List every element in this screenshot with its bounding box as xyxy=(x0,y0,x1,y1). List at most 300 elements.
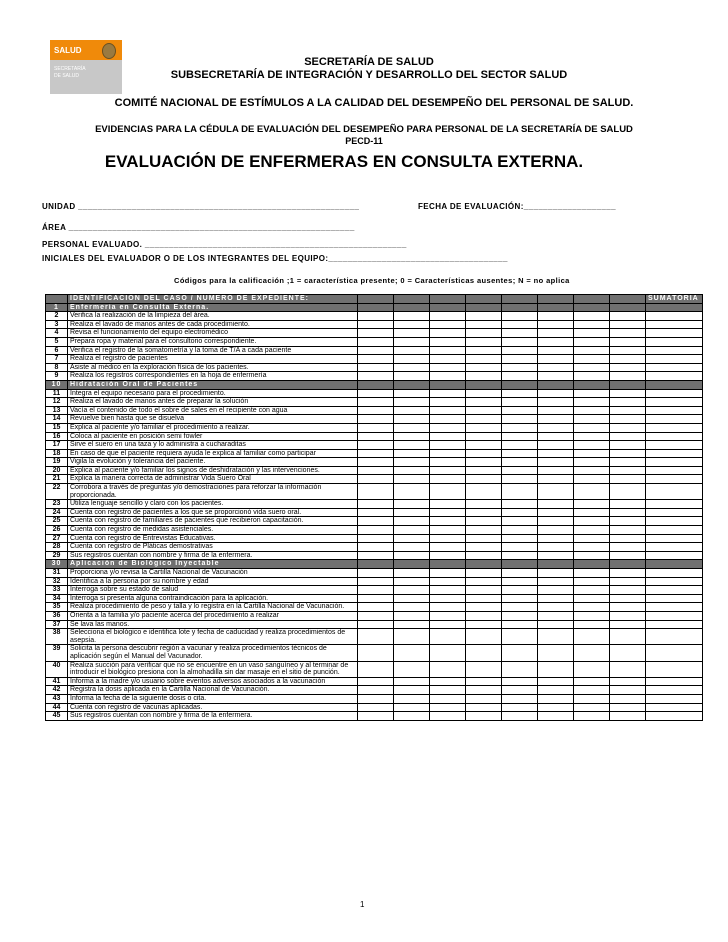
sumatoria-cell[interactable] xyxy=(646,398,703,407)
score-cell[interactable] xyxy=(466,543,502,552)
score-cell[interactable] xyxy=(502,484,538,500)
score-cell[interactable] xyxy=(574,543,610,552)
score-cell[interactable] xyxy=(538,569,574,578)
score-cell[interactable] xyxy=(574,432,610,441)
score-cell[interactable] xyxy=(394,694,430,703)
score-cell[interactable] xyxy=(610,534,646,543)
score-cell[interactable] xyxy=(466,432,502,441)
score-cell[interactable] xyxy=(394,543,430,552)
score-cell[interactable] xyxy=(502,372,538,381)
score-cell[interactable] xyxy=(358,517,394,526)
score-cell[interactable] xyxy=(358,432,394,441)
score-cell[interactable] xyxy=(610,620,646,629)
sumatoria-cell[interactable] xyxy=(646,560,703,569)
score-cell[interactable] xyxy=(502,645,538,661)
case-cell[interactable] xyxy=(358,295,394,304)
score-cell[interactable] xyxy=(358,577,394,586)
score-cell[interactable] xyxy=(538,686,574,695)
score-cell[interactable] xyxy=(394,526,430,535)
score-cell[interactable] xyxy=(466,661,502,677)
sumatoria-cell[interactable] xyxy=(646,303,703,312)
score-cell[interactable] xyxy=(394,449,430,458)
score-cell[interactable] xyxy=(466,312,502,321)
score-cell[interactable] xyxy=(502,312,538,321)
score-cell[interactable] xyxy=(538,406,574,415)
sumatoria-cell[interactable] xyxy=(646,694,703,703)
sumatoria-cell[interactable] xyxy=(646,543,703,552)
unidad-field[interactable]: UNIDAD __________________________________________________________ xyxy=(42,202,360,211)
score-cell[interactable] xyxy=(358,526,394,535)
score-cell[interactable] xyxy=(502,355,538,364)
score-cell[interactable] xyxy=(502,629,538,645)
score-cell[interactable] xyxy=(394,398,430,407)
score-cell[interactable] xyxy=(538,475,574,484)
score-cell[interactable] xyxy=(574,372,610,381)
score-cell[interactable] xyxy=(394,303,430,312)
score-cell[interactable] xyxy=(466,694,502,703)
sumatoria-cell[interactable] xyxy=(646,551,703,560)
score-cell[interactable] xyxy=(394,586,430,595)
score-cell[interactable] xyxy=(538,712,574,721)
score-cell[interactable] xyxy=(502,611,538,620)
score-cell[interactable] xyxy=(466,389,502,398)
score-cell[interactable] xyxy=(394,329,430,338)
score-cell[interactable] xyxy=(502,586,538,595)
score-cell[interactable] xyxy=(610,398,646,407)
score-cell[interactable] xyxy=(502,560,538,569)
score-cell[interactable] xyxy=(394,551,430,560)
sumatoria-cell[interactable] xyxy=(646,712,703,721)
score-cell[interactable] xyxy=(430,355,466,364)
score-cell[interactable] xyxy=(610,586,646,595)
score-cell[interactable] xyxy=(358,466,394,475)
score-cell[interactable] xyxy=(466,603,502,612)
score-cell[interactable] xyxy=(430,320,466,329)
score-cell[interactable] xyxy=(394,603,430,612)
score-cell[interactable] xyxy=(466,500,502,509)
sumatoria-cell[interactable] xyxy=(646,703,703,712)
score-cell[interactable] xyxy=(394,380,430,389)
score-cell[interactable] xyxy=(358,534,394,543)
score-cell[interactable] xyxy=(358,661,394,677)
iniciales-field[interactable]: INICIALES DEL EVALUADOR O DE LOS INTEGRANTES DEL EQUIPO:_____________________________________ xyxy=(42,254,508,263)
score-cell[interactable] xyxy=(574,517,610,526)
score-cell[interactable] xyxy=(538,677,574,686)
score-cell[interactable] xyxy=(538,694,574,703)
score-cell[interactable] xyxy=(502,406,538,415)
score-cell[interactable] xyxy=(538,303,574,312)
score-cell[interactable] xyxy=(466,703,502,712)
case-cell[interactable] xyxy=(430,295,466,304)
score-cell[interactable] xyxy=(394,645,430,661)
score-cell[interactable] xyxy=(538,526,574,535)
score-cell[interactable] xyxy=(358,320,394,329)
score-cell[interactable] xyxy=(466,406,502,415)
score-cell[interactable] xyxy=(502,577,538,586)
score-cell[interactable] xyxy=(466,534,502,543)
score-cell[interactable] xyxy=(430,406,466,415)
score-cell[interactable] xyxy=(574,312,610,321)
score-cell[interactable] xyxy=(466,620,502,629)
score-cell[interactable] xyxy=(358,458,394,467)
score-cell[interactable] xyxy=(502,303,538,312)
score-cell[interactable] xyxy=(358,329,394,338)
score-cell[interactable] xyxy=(430,569,466,578)
score-cell[interactable] xyxy=(394,560,430,569)
score-cell[interactable] xyxy=(574,661,610,677)
score-cell[interactable] xyxy=(538,611,574,620)
score-cell[interactable] xyxy=(466,594,502,603)
score-cell[interactable] xyxy=(430,389,466,398)
score-cell[interactable] xyxy=(538,320,574,329)
score-cell[interactable] xyxy=(538,620,574,629)
score-cell[interactable] xyxy=(610,677,646,686)
sumatoria-cell[interactable] xyxy=(646,517,703,526)
score-cell[interactable] xyxy=(394,712,430,721)
score-cell[interactable] xyxy=(610,303,646,312)
score-cell[interactable] xyxy=(358,712,394,721)
score-cell[interactable] xyxy=(574,320,610,329)
score-cell[interactable] xyxy=(466,355,502,364)
score-cell[interactable] xyxy=(502,363,538,372)
score-cell[interactable] xyxy=(610,458,646,467)
score-cell[interactable] xyxy=(502,380,538,389)
score-cell[interactable] xyxy=(466,320,502,329)
sumatoria-cell[interactable] xyxy=(646,389,703,398)
score-cell[interactable] xyxy=(430,534,466,543)
score-cell[interactable] xyxy=(430,603,466,612)
score-cell[interactable] xyxy=(430,329,466,338)
score-cell[interactable] xyxy=(574,526,610,535)
score-cell[interactable] xyxy=(502,526,538,535)
score-cell[interactable] xyxy=(358,508,394,517)
personal-field[interactable]: PERSONAL EVALUADO. ______________________________________________________ xyxy=(42,240,407,249)
score-cell[interactable] xyxy=(430,449,466,458)
score-cell[interactable] xyxy=(502,677,538,686)
score-cell[interactable] xyxy=(358,694,394,703)
score-cell[interactable] xyxy=(430,517,466,526)
sumatoria-cell[interactable] xyxy=(646,645,703,661)
sumatoria-cell[interactable] xyxy=(646,363,703,372)
score-cell[interactable] xyxy=(574,346,610,355)
sumatoria-cell[interactable] xyxy=(646,534,703,543)
sumatoria-cell[interactable] xyxy=(646,432,703,441)
score-cell[interactable] xyxy=(466,449,502,458)
score-cell[interactable] xyxy=(538,594,574,603)
score-cell[interactable] xyxy=(430,432,466,441)
score-cell[interactable] xyxy=(502,500,538,509)
score-cell[interactable] xyxy=(358,645,394,661)
sumatoria-cell[interactable] xyxy=(646,594,703,603)
score-cell[interactable] xyxy=(394,534,430,543)
score-cell[interactable] xyxy=(538,363,574,372)
score-cell[interactable] xyxy=(610,432,646,441)
score-cell[interactable] xyxy=(466,303,502,312)
score-cell[interactable] xyxy=(610,484,646,500)
score-cell[interactable] xyxy=(430,620,466,629)
sumatoria-cell[interactable] xyxy=(646,337,703,346)
score-cell[interactable] xyxy=(466,611,502,620)
score-cell[interactable] xyxy=(358,484,394,500)
score-cell[interactable] xyxy=(358,303,394,312)
score-cell[interactable] xyxy=(394,337,430,346)
score-cell[interactable] xyxy=(502,569,538,578)
score-cell[interactable] xyxy=(538,560,574,569)
score-cell[interactable] xyxy=(466,380,502,389)
score-cell[interactable] xyxy=(574,484,610,500)
score-cell[interactable] xyxy=(466,686,502,695)
score-cell[interactable] xyxy=(610,526,646,535)
score-cell[interactable] xyxy=(502,534,538,543)
score-cell[interactable] xyxy=(430,686,466,695)
score-cell[interactable] xyxy=(430,363,466,372)
score-cell[interactable] xyxy=(430,346,466,355)
score-cell[interactable] xyxy=(394,484,430,500)
score-cell[interactable] xyxy=(358,551,394,560)
score-cell[interactable] xyxy=(430,466,466,475)
score-cell[interactable] xyxy=(574,363,610,372)
score-cell[interactable] xyxy=(538,603,574,612)
score-cell[interactable] xyxy=(610,712,646,721)
score-cell[interactable] xyxy=(430,380,466,389)
score-cell[interactable] xyxy=(358,449,394,458)
sumatoria-cell[interactable] xyxy=(646,449,703,458)
score-cell[interactable] xyxy=(538,458,574,467)
score-cell[interactable] xyxy=(574,398,610,407)
score-cell[interactable] xyxy=(394,677,430,686)
sumatoria-cell[interactable] xyxy=(646,577,703,586)
score-cell[interactable] xyxy=(394,389,430,398)
score-cell[interactable] xyxy=(502,712,538,721)
score-cell[interactable] xyxy=(430,629,466,645)
score-cell[interactable] xyxy=(466,577,502,586)
score-cell[interactable] xyxy=(610,508,646,517)
score-cell[interactable] xyxy=(538,577,574,586)
score-cell[interactable] xyxy=(358,355,394,364)
sumatoria-cell[interactable] xyxy=(646,372,703,381)
score-cell[interactable] xyxy=(610,363,646,372)
sumatoria-cell[interactable] xyxy=(646,569,703,578)
score-cell[interactable] xyxy=(610,629,646,645)
score-cell[interactable] xyxy=(394,432,430,441)
score-cell[interactable] xyxy=(430,694,466,703)
score-cell[interactable] xyxy=(394,312,430,321)
score-cell[interactable] xyxy=(574,508,610,517)
score-cell[interactable] xyxy=(574,551,610,560)
score-cell[interactable] xyxy=(358,372,394,381)
score-cell[interactable] xyxy=(538,423,574,432)
sumatoria-cell[interactable] xyxy=(646,380,703,389)
score-cell[interactable] xyxy=(466,337,502,346)
score-cell[interactable] xyxy=(466,329,502,338)
score-cell[interactable] xyxy=(538,500,574,509)
score-cell[interactable] xyxy=(610,577,646,586)
score-cell[interactable] xyxy=(502,423,538,432)
score-cell[interactable] xyxy=(358,475,394,484)
score-cell[interactable] xyxy=(610,329,646,338)
score-cell[interactable] xyxy=(358,337,394,346)
sumatoria-cell[interactable] xyxy=(646,526,703,535)
score-cell[interactable] xyxy=(502,694,538,703)
score-cell[interactable] xyxy=(610,500,646,509)
sumatoria-cell[interactable] xyxy=(646,603,703,612)
score-cell[interactable] xyxy=(610,312,646,321)
score-cell[interactable] xyxy=(466,363,502,372)
score-cell[interactable] xyxy=(502,389,538,398)
score-cell[interactable] xyxy=(538,586,574,595)
score-cell[interactable] xyxy=(610,517,646,526)
sumatoria-cell[interactable] xyxy=(646,466,703,475)
score-cell[interactable] xyxy=(610,380,646,389)
score-cell[interactable] xyxy=(394,577,430,586)
score-cell[interactable] xyxy=(466,508,502,517)
score-cell[interactable] xyxy=(502,508,538,517)
score-cell[interactable] xyxy=(574,466,610,475)
score-cell[interactable] xyxy=(466,526,502,535)
score-cell[interactable] xyxy=(574,677,610,686)
score-cell[interactable] xyxy=(502,620,538,629)
score-cell[interactable] xyxy=(574,569,610,578)
score-cell[interactable] xyxy=(358,569,394,578)
score-cell[interactable] xyxy=(430,594,466,603)
score-cell[interactable] xyxy=(574,594,610,603)
score-cell[interactable] xyxy=(466,441,502,450)
score-cell[interactable] xyxy=(430,337,466,346)
score-cell[interactable] xyxy=(502,458,538,467)
score-cell[interactable] xyxy=(502,517,538,526)
score-cell[interactable] xyxy=(466,415,502,424)
score-cell[interactable] xyxy=(430,398,466,407)
score-cell[interactable] xyxy=(466,466,502,475)
score-cell[interactable] xyxy=(502,603,538,612)
score-cell[interactable] xyxy=(430,508,466,517)
score-cell[interactable] xyxy=(430,703,466,712)
score-cell[interactable] xyxy=(538,337,574,346)
score-cell[interactable] xyxy=(574,645,610,661)
score-cell[interactable] xyxy=(430,543,466,552)
score-cell[interactable] xyxy=(466,560,502,569)
score-cell[interactable] xyxy=(610,466,646,475)
score-cell[interactable] xyxy=(358,594,394,603)
score-cell[interactable] xyxy=(502,475,538,484)
score-cell[interactable] xyxy=(610,603,646,612)
sumatoria-cell[interactable] xyxy=(646,406,703,415)
score-cell[interactable] xyxy=(574,586,610,595)
score-cell[interactable] xyxy=(358,346,394,355)
score-cell[interactable] xyxy=(466,586,502,595)
score-cell[interactable] xyxy=(466,372,502,381)
score-cell[interactable] xyxy=(358,677,394,686)
score-cell[interactable] xyxy=(502,432,538,441)
score-cell[interactable] xyxy=(502,346,538,355)
score-cell[interactable] xyxy=(466,645,502,661)
score-cell[interactable] xyxy=(538,389,574,398)
score-cell[interactable] xyxy=(430,372,466,381)
score-cell[interactable] xyxy=(358,415,394,424)
score-cell[interactable] xyxy=(610,441,646,450)
score-cell[interactable] xyxy=(394,458,430,467)
score-cell[interactable] xyxy=(538,645,574,661)
score-cell[interactable] xyxy=(538,372,574,381)
score-cell[interactable] xyxy=(610,355,646,364)
sumatoria-cell[interactable] xyxy=(646,441,703,450)
score-cell[interactable] xyxy=(574,337,610,346)
score-cell[interactable] xyxy=(430,712,466,721)
score-cell[interactable] xyxy=(538,484,574,500)
score-cell[interactable] xyxy=(394,686,430,695)
score-cell[interactable] xyxy=(610,415,646,424)
sumatoria-cell[interactable] xyxy=(646,329,703,338)
score-cell[interactable] xyxy=(574,560,610,569)
score-cell[interactable] xyxy=(394,517,430,526)
score-cell[interactable] xyxy=(358,423,394,432)
score-cell[interactable] xyxy=(610,475,646,484)
score-cell[interactable] xyxy=(502,441,538,450)
score-cell[interactable] xyxy=(574,603,610,612)
score-cell[interactable] xyxy=(610,594,646,603)
score-cell[interactable] xyxy=(430,586,466,595)
fecha-field[interactable]: FECHA DE EVALUACIÓN:___________________ xyxy=(418,202,616,211)
case-cell[interactable] xyxy=(574,295,610,304)
score-cell[interactable] xyxy=(502,466,538,475)
score-cell[interactable] xyxy=(358,389,394,398)
score-cell[interactable] xyxy=(538,329,574,338)
score-cell[interactable] xyxy=(394,703,430,712)
score-cell[interactable] xyxy=(466,629,502,645)
score-cell[interactable] xyxy=(358,560,394,569)
score-cell[interactable] xyxy=(394,508,430,517)
score-cell[interactable] xyxy=(502,686,538,695)
score-cell[interactable] xyxy=(394,441,430,450)
score-cell[interactable] xyxy=(430,475,466,484)
sumatoria-cell[interactable] xyxy=(646,677,703,686)
score-cell[interactable] xyxy=(574,629,610,645)
score-cell[interactable] xyxy=(574,329,610,338)
sumatoria-cell[interactable] xyxy=(646,423,703,432)
score-cell[interactable] xyxy=(574,475,610,484)
score-cell[interactable] xyxy=(466,475,502,484)
score-cell[interactable] xyxy=(466,569,502,578)
score-cell[interactable] xyxy=(574,534,610,543)
score-cell[interactable] xyxy=(430,312,466,321)
score-cell[interactable] xyxy=(394,629,430,645)
score-cell[interactable] xyxy=(502,551,538,560)
score-cell[interactable] xyxy=(466,551,502,560)
score-cell[interactable] xyxy=(358,586,394,595)
score-cell[interactable] xyxy=(538,355,574,364)
score-cell[interactable] xyxy=(610,423,646,432)
score-cell[interactable] xyxy=(538,661,574,677)
score-cell[interactable] xyxy=(358,543,394,552)
score-cell[interactable] xyxy=(538,415,574,424)
score-cell[interactable] xyxy=(430,645,466,661)
score-cell[interactable] xyxy=(538,517,574,526)
score-cell[interactable] xyxy=(574,694,610,703)
score-cell[interactable] xyxy=(358,398,394,407)
score-cell[interactable] xyxy=(430,560,466,569)
score-cell[interactable] xyxy=(610,449,646,458)
score-cell[interactable] xyxy=(538,398,574,407)
score-cell[interactable] xyxy=(358,406,394,415)
sumatoria-cell[interactable] xyxy=(646,508,703,517)
score-cell[interactable] xyxy=(610,372,646,381)
score-cell[interactable] xyxy=(466,712,502,721)
score-cell[interactable] xyxy=(430,441,466,450)
score-cell[interactable] xyxy=(430,303,466,312)
sumatoria-cell[interactable] xyxy=(646,611,703,620)
sumatoria-cell[interactable] xyxy=(646,620,703,629)
case-cell[interactable] xyxy=(394,295,430,304)
